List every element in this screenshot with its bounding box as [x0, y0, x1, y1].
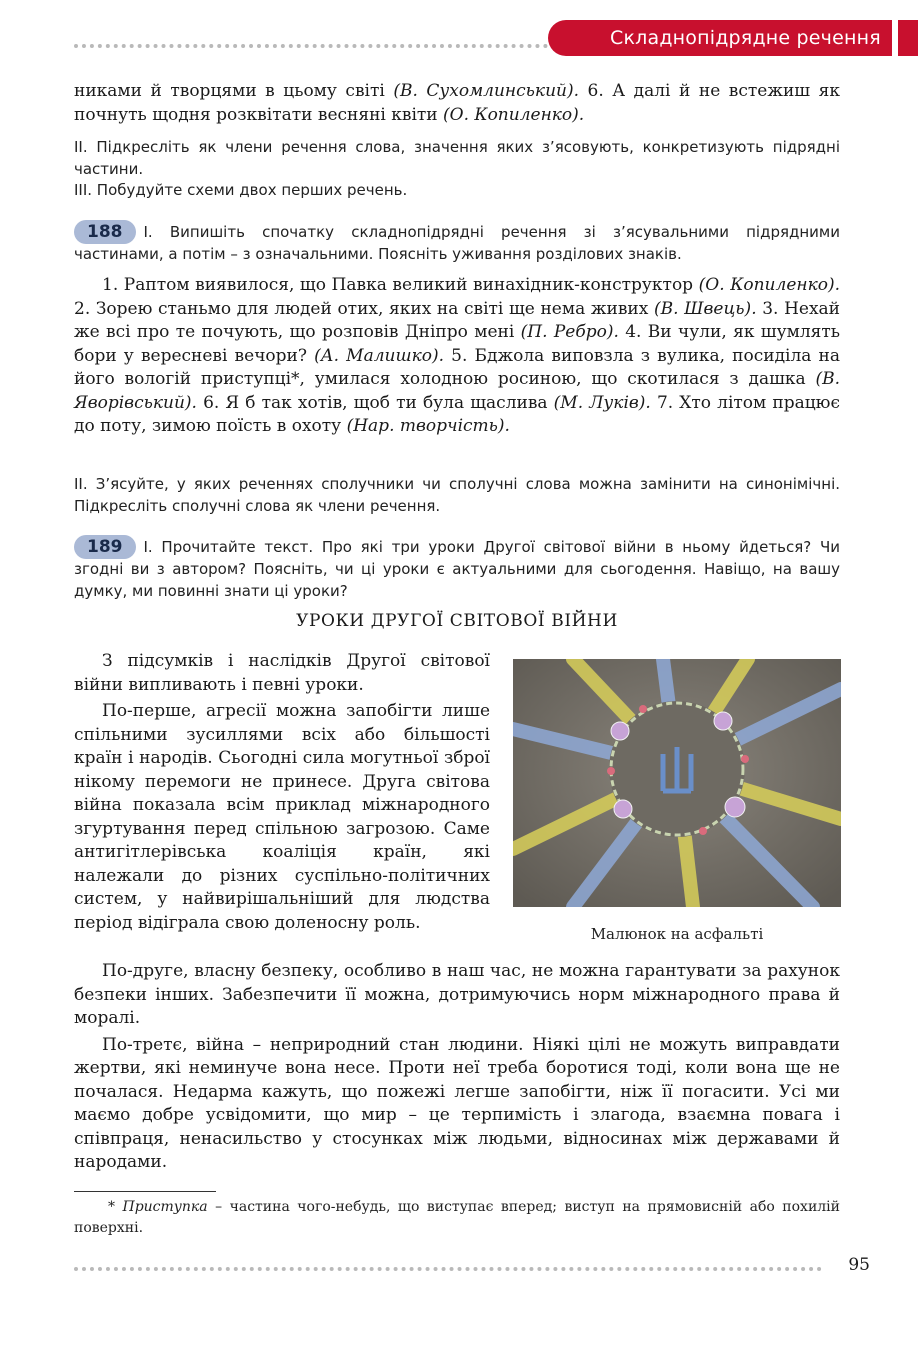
- section-title: Складнопідрядне речення: [610, 27, 881, 49]
- author-citation: (О. Копиленко).: [698, 275, 840, 295]
- exercise-189-task: [74, 535, 840, 602]
- article-title: УРОКИ ДРУГОЇ СВІТОВОЇ ВІЙНИ: [296, 611, 618, 631]
- article-paragraph: По-друге, власну безпеку, особливо в наш час, не можна гарантувати за рахунок безпеки інших. Забезпечити її можна, дотримуючись норм міжнародного права й моралі.: [74, 961, 840, 1028]
- task-part-2: ІІ. Підкресліть як члени речення слова, значення яких з’ясовують, конкретизують підрядні частини.: [74, 138, 840, 178]
- sentence-text: никами й творцями в цьому світі: [74, 81, 394, 101]
- sentence-text: 3. Нехай же всі про те почують, що розповів Дніпро мені: [74, 298, 841, 342]
- chalk-drawing-photo: [513, 659, 841, 907]
- article-paragraph: З підсумків і наслідків Другої світової війни випливають і певні уроки.: [74, 651, 490, 695]
- previous-exercise-continuation: [74, 80, 840, 127]
- author-citation: (А. Малишко).: [314, 345, 445, 366]
- sentence-text: 4. Ви чули, як шумлять бори у вересневі вечори?: [74, 322, 841, 366]
- exercise-188-sentences: [74, 274, 840, 439]
- article-paragraph: По-третє, війна – неприродний стан людини. Ніякі цілі не можуть виправдати жертви, які неминуче вона несе. Проти неї треба боротися тоді, коли вона ще не почалася. Недарма кажуть, що пожежі легше запобігти, ніж її погасити. Усі ми маємо добре усвідомити, що мир – це терпимість і злагода, взаємна повага і співпраця, ненасильство у стосунках між людьми, відносинах між державами й народами.: [74, 1034, 840, 1172]
- footnote-term: * Приступка: [108, 1199, 208, 1215]
- sentence-text: 1. Раптом виявилося, що Павка великий винахідник-конструктор: [102, 275, 699, 295]
- photo-caption: Малюнок на асфальті: [590, 925, 764, 943]
- footnote-text: – частина чого-небудь, що виступає вперед; виступ на прямовисній або похилій поверхні.: [74, 1199, 840, 1236]
- author-citation: (М. Луків).: [553, 392, 651, 413]
- author-citation: (П. Ребро).: [520, 322, 619, 342]
- sentence-text: 2. Зорею станьмо для людей отих, яких на світі ще нема живих: [74, 298, 654, 319]
- header-dotted-rule: [74, 44, 548, 48]
- previous-exercise-tasks: [74, 137, 840, 202]
- exercise-task-text: І. Прочитайте текст. Про які три уроки Другої світової війни в ньому йдеться? Чи згодні ви з автором? Поясніть, чи ці уроки є актуальними для сьогодення. Навіщо, на вашу думку, ми повинні знати ці уроки?: [74, 538, 840, 600]
- sentence-text: 6. Я б так хотів, щоб ти була щаслива: [196, 392, 554, 413]
- author-citation: (В. Швець).: [653, 298, 757, 319]
- sentence-text: 6. А далі й не встежиш як почнуть щодня розквітати весняні квіти: [74, 81, 840, 125]
- article-paragraph: По-перше, агресії можна запобігти лише спільними зусиллями всіх або більшості країн і народів. Сьогодні сила могутньої зброї нікому перемоги не принесе. Друга світова війна показала всім приклад міжнародного згуртування перед спільною загрозою. Саме антигітлерівська коаліція країн, які належали до різних суспільно-політичних систем, у найвирішальніший для людства період відіграла свою доленосну роль.: [74, 701, 490, 933]
- sentence-text: 7. Хто літом працює до поту, зимою поїсть в охоту: [74, 392, 840, 436]
- author-citation: (В. Яворівський).: [74, 369, 840, 413]
- footer-dotted-rule: [74, 1267, 822, 1271]
- page-number: 95: [848, 1255, 870, 1275]
- exercise-188-task: [74, 220, 840, 266]
- author-citation: (О. Копиленко).: [443, 104, 585, 125]
- exercise-task-text: І. Випишіть спочатку складнопідрядні речення зі з’ясувальними підрядними частинами, а потім – з означальними. Поясніть уживання розділових знаків.: [74, 223, 840, 263]
- section-title-tab: [548, 20, 892, 56]
- task-part-2: ІІ. З’ясуйте, у яких реченнях сполучники чи сполучні слова можна замінити на синонімічні. Підкресліть сполучні слова як члени речення.: [74, 475, 840, 515]
- chalk-drawing-image: [513, 659, 841, 907]
- footnote: [74, 1197, 840, 1239]
- author-citation: (В. Сухомлинський).: [393, 81, 579, 101]
- footnote-rule: [74, 1191, 216, 1192]
- author-citation: (Нар. творчість).: [346, 416, 510, 436]
- article-body-narrow: [74, 650, 490, 935]
- task-part-3: ІІІ. Побудуйте схеми двох перших речень.: [74, 181, 408, 199]
- sentence-text: 5. Бджола виповзла з вулика, посиділа на його вологій приступці*, умилася холодною росиною, що скотилася з дашка: [74, 345, 841, 389]
- header-edge-marker: [898, 20, 918, 56]
- exercise-188-task-2: [74, 474, 840, 517]
- article-body-wide: [74, 960, 840, 1175]
- exercise-number-badge: 188: [74, 220, 136, 244]
- exercise-number-badge: 189: [74, 535, 136, 559]
